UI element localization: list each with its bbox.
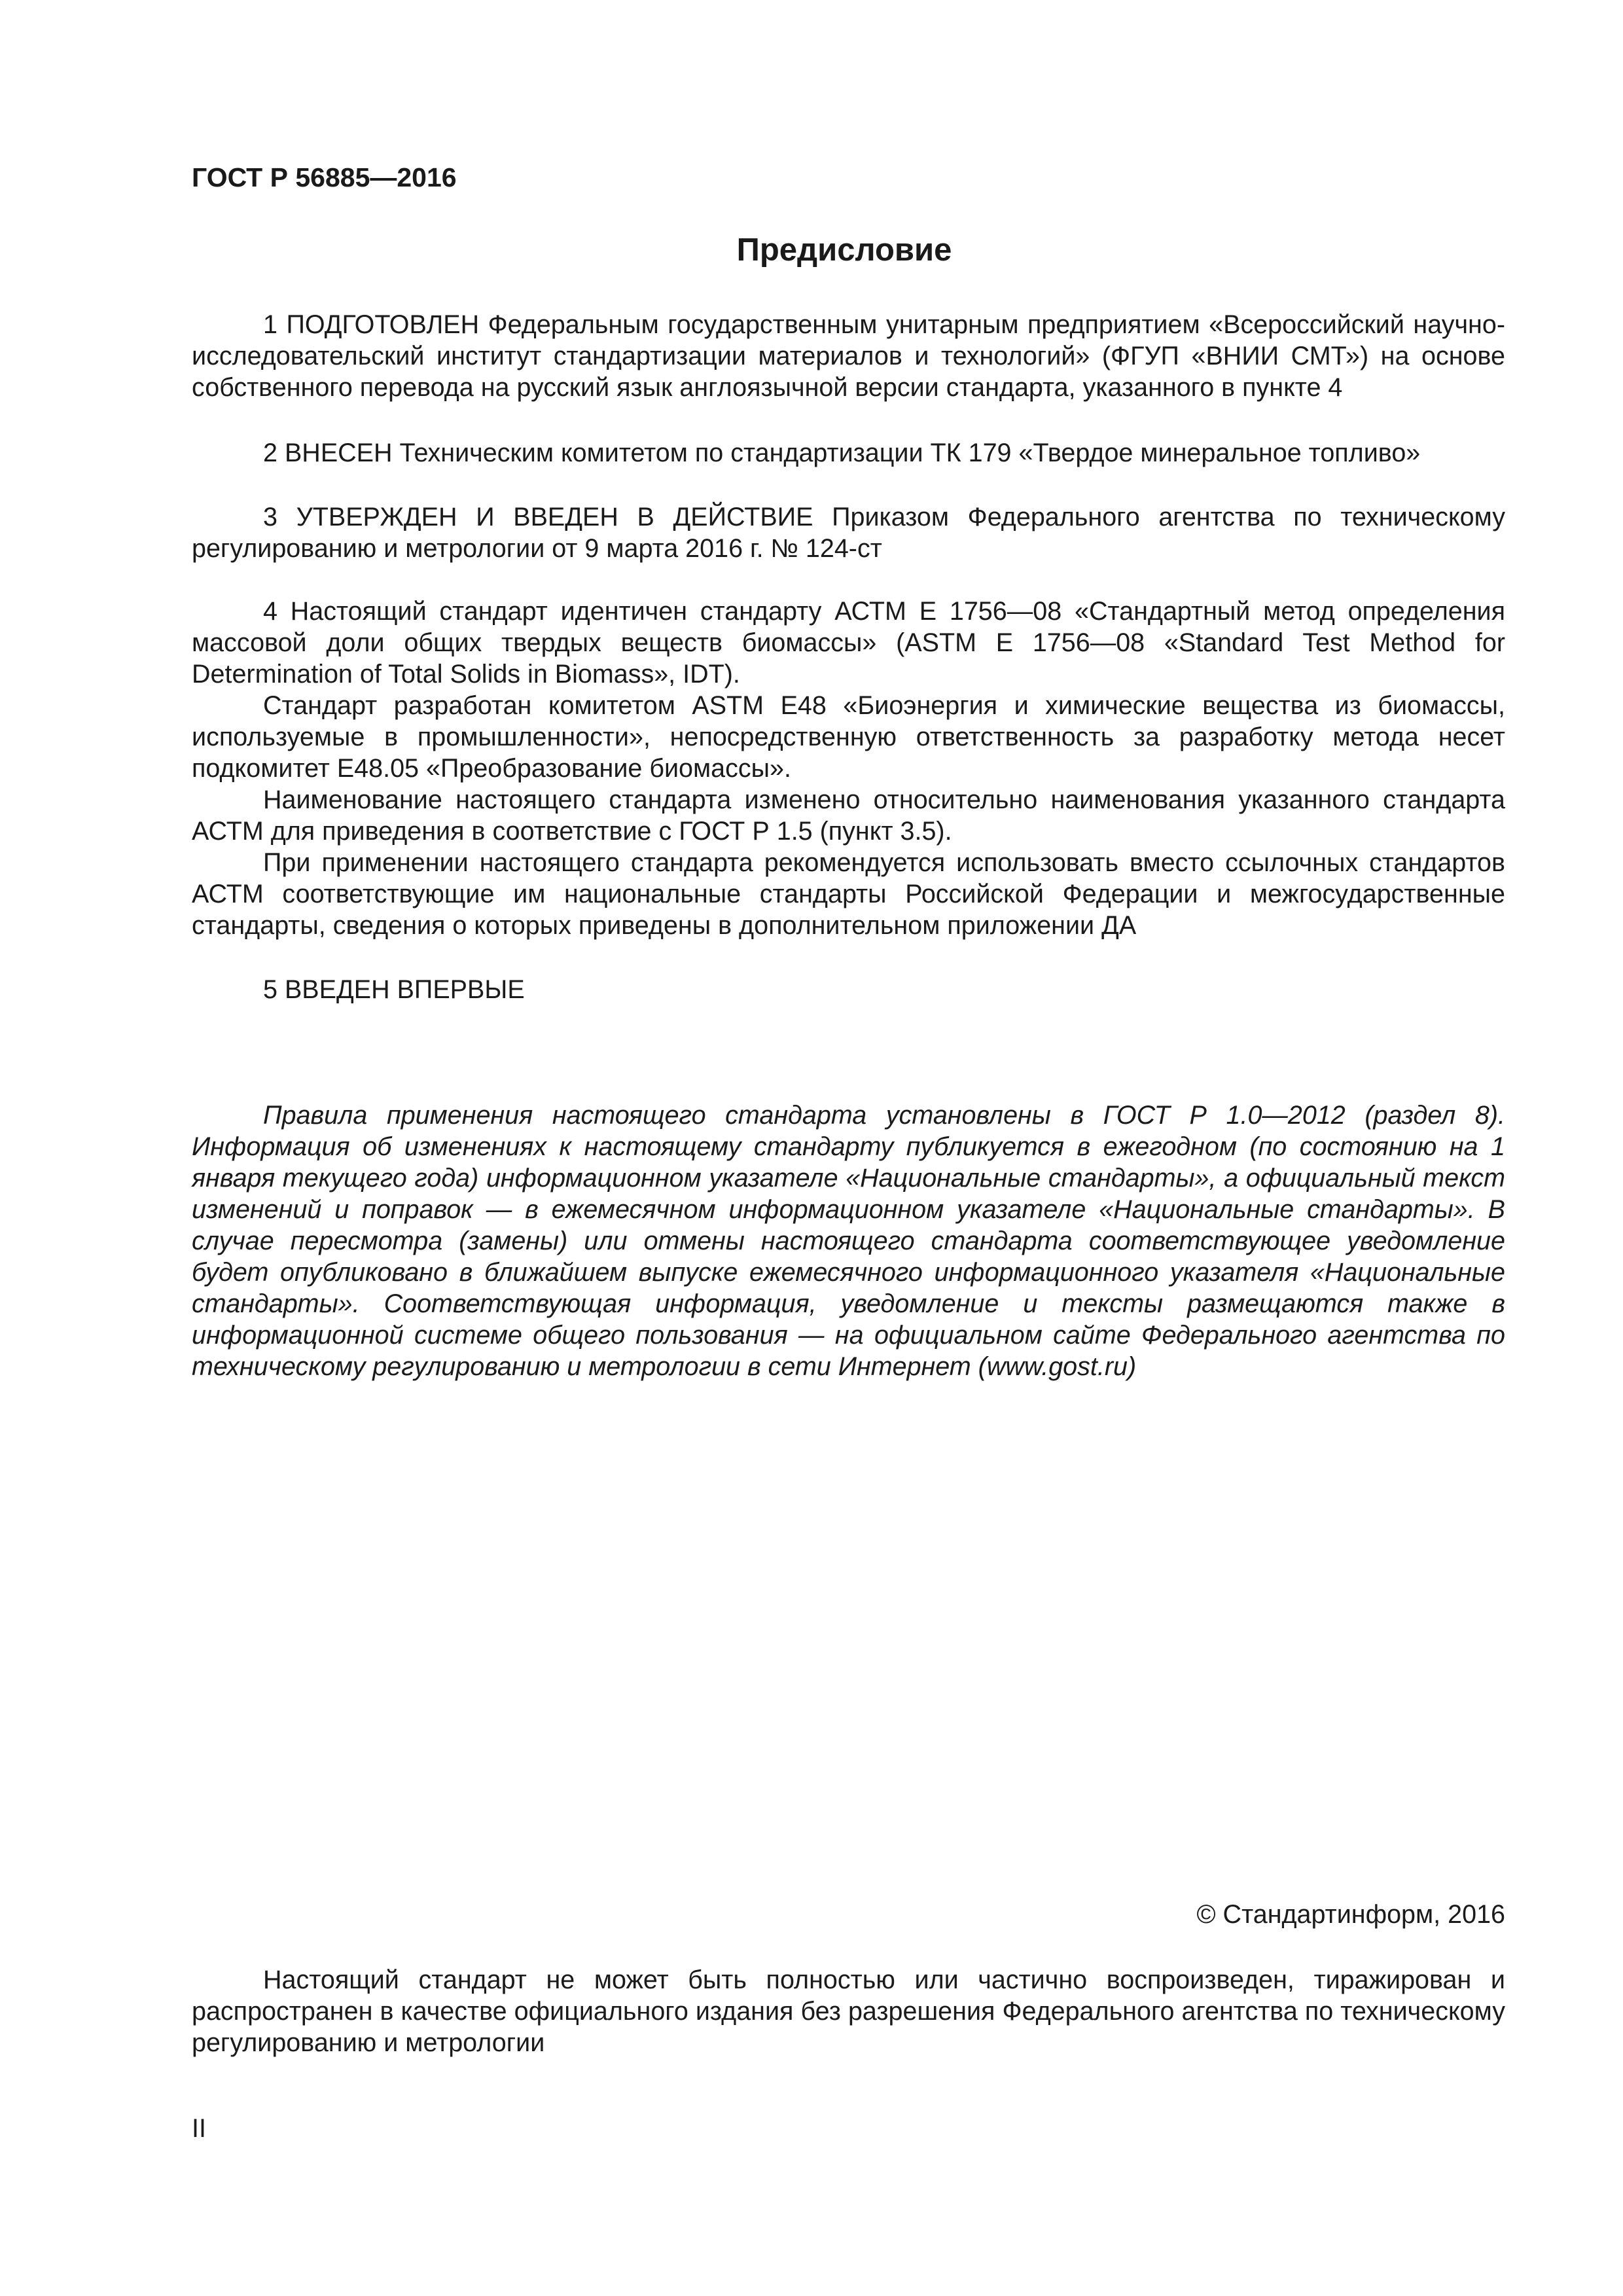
- preface-item-2-text: 2 ВНЕСЕН Техническим комитетом по стандартизации ТК 179 «Твердое минеральное топливо»: [263, 439, 1421, 467]
- reproduction-notice-text: Настоящий стандарт не может быть полностью или частично воспроизведен, тиражирован и распространен в качестве официального издания без разрешения Федерального агентства по техническому регулированию и метрологии: [192, 1965, 1505, 2057]
- preface-title: Предисловие: [736, 232, 952, 268]
- preface-item-3-text: 3 УТВЕРЖДЕН И ВВЕДЕН В ДЕЙСТВИЕ Приказом Федерального агентства по техническому регулированию и метрологии от 9 марта 2016 г. № 124-ст: [192, 503, 1505, 563]
- page-number: II: [192, 2114, 206, 2143]
- preface-item-4-paragraph: При применении настоящего стандарта рекомендуется использовать вместо ссылочных стандартов АСТМ соответствующие им национальные стандарты Российской Федерации и межгосударственные стандарты, сведения о которых приведены в дополнительном приложении ДА: [192, 848, 1505, 940]
- preface-item-4: [192, 596, 1505, 941]
- preface-item-3: [192, 501, 1505, 564]
- preface-item-5: [192, 974, 1505, 1005]
- copyright: © Стандартинформ, 2016: [1196, 1900, 1505, 1929]
- rules-notice-text: Правила применения настоящего стандарта установлены в ГОСТ Р 1.0—2012 (раздел 8). Информация об изменениях к настоящему стандарту публикуется в ежегодном (по состоянию на 1 января текущего года) информационном указателе «Национальные стандарты», а официальный текст изменений и поправок — в ежемесячном информационном указателе «Национальные стандарты». В случае пересмотра (замены) или отмены настоящего стандарта соответствующее уведомление будет опубликовано в ближайшем выпуске ежемесячного информационного указателя «Национальные стандарты». Соответствующая информация, уведомление и тексты размещаются также в информационной системе общего пользования — на официальном сайте Федерального агентства по техническому регулированию и метрологии в сети Интернет (www.gost.ru): [192, 1101, 1505, 1381]
- preface-item-2: [192, 437, 1505, 469]
- preface-item-1: [192, 309, 1505, 403]
- preface-item-5-text: 5 ВВЕДЕН ВПЕРВЫЕ: [263, 975, 525, 1004]
- rules-notice: [192, 1100, 1505, 1382]
- preface-item-4-paragraph: 4 Настоящий стандарт идентичен стандарту АСТМ Е 1756—08 «Стандартный метод определения массовой доли общих твердых веществ биомассы» (ASTM E 1756—08 «Standard Test Method for Determination of Total Solids in Biomass», IDT).: [192, 597, 1505, 689]
- preface-item-4-paragraph: Стандарт разработан комитетом ASTM E48 «Биоэнергия и химические вещества из биомассы, используемые в промышленности», непосредственную ответственность за разработку метода несет подкомитет E48.05 «Преобразование биомассы».: [192, 691, 1505, 783]
- preface-item-1-text: 1 ПОДГОТОВЛЕН Федеральным государственным унитарным предприятием «Всероссийский научно-исследовательский институт стандартизации материалов и технологий» (ФГУП «ВНИИ СМТ») на основе собственного перевода на русский язык англоязычной версии стандарта, указанного в пункте 4: [192, 310, 1505, 402]
- reproduction-notice: [192, 1964, 1505, 2058]
- preface-item-4-paragraph: Наименование настоящего стандарта изменено относительно наименования указанного стандарта АСТМ для приведения в соответствие с ГОСТ Р 1.5 (пункт 3.5).: [192, 785, 1505, 846]
- document-code: ГОСТ Р 56885—2016: [192, 162, 457, 192]
